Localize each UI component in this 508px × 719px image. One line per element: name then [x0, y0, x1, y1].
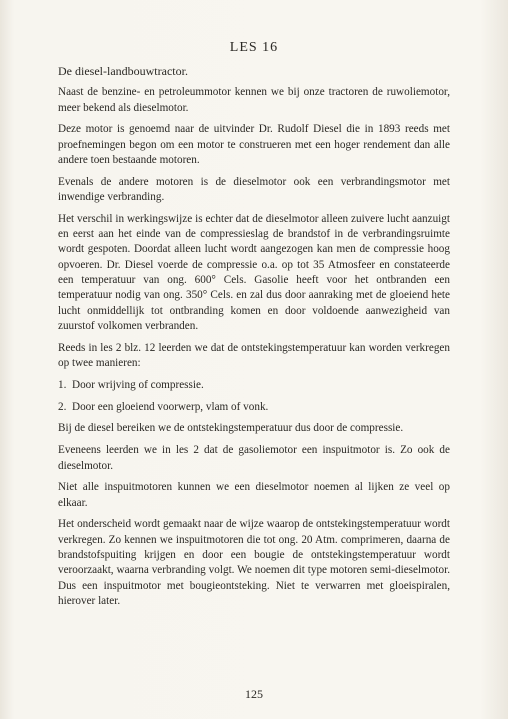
page-number: 125: [245, 687, 263, 701]
paragraph: Het onderscheid wordt gemaakt naar de wijze waarop de ontstekingstemperatuur wordt verkregen. Zo kennen we inspuitmotoren die tot ong. 20 Atm. comprimeren, daarna de brandstofspuiting krijgen en door een bougie de ontstekingstemperatuur wordt veroorzaakt, waarna verbranding volgt. We noemen dit type motoren semi-dieselmotor. Dus een inspuitmotor met bougieontsteking. Niet te verwarren met gloeispiralen, hierover later.: [58, 518, 450, 607]
paragraph: Niet alle inspuitmotoren kunnen we een dieselmotor noemen al lijken ze veel op elkaar.: [58, 481, 450, 509]
paragraph: Bij de diesel bereiken we de ontstekingstemperatuur dus door de compressie.: [58, 422, 404, 435]
lesson-title: LES 16: [229, 40, 279, 55]
paragraph: Het verschil in werkingswijze is echter dat de dieselmotor alleen zuivere lucht aanzuigt en eerst aan het einde van de compressieslag de brandstof in de verbrandingsruimte wordt gespoten. Doordat alleen lucht wordt aangezogen kan men de compressie hoog opvoeren. Dr. Diesel voerde de compressie o.a. op tot 35 Atmosfeer en constateerde een temperatuur van ong. 600° Cels. Gasolie heeft voor het ontbranden een temperatuur nodig van ong. 350° Cels. en zal dus door aanraking met de gloeiend hete lucht onmiddellijk tot ontbranding komen en door voldoende aanwezigheid van zuurstof volkomen verbranden.: [58, 212, 450, 332]
list-item: [58, 378, 450, 393]
paragraph: Eveneens leerden we in les 2 dat de gasoliemotor een inspuitmotor is. Zo ook de dieselmotor.: [58, 444, 450, 472]
section-heading: De diesel-landbouwtractor.: [58, 64, 188, 78]
paragraph: Deze motor is genoemd naar de uitvinder Dr. Rudolf Diesel die in 1893 reeds met proefnemingen begon om een motor te construeren met een hoger rendement dan alle andere toen bestaande motoren.: [58, 123, 450, 166]
list-number: 1.: [58, 378, 67, 391]
list-number: 2.: [58, 400, 67, 413]
paragraph: Evenals de andere motoren is de dieselmotor ook een verbrandingsmotor met inwendige verbranding.: [58, 175, 450, 204]
paragraph: Naast de benzine- en petroleummotor kennen we bij onze tractoren de ruwoliemotor, meer bekend als dieselmotor.: [58, 86, 450, 114]
page-content: [58, 64, 450, 616]
list-text: Door een gloeiend voorwerp, vlam of vonk.: [72, 400, 269, 413]
list-item: [58, 400, 450, 415]
paragraph: Reeds in les 2 blz. 12 leerden we dat de ontstekingstemperatuur kan worden verkregen op twee manieren:: [58, 341, 450, 370]
list-text: Door wrijving of compressie.: [72, 378, 204, 391]
